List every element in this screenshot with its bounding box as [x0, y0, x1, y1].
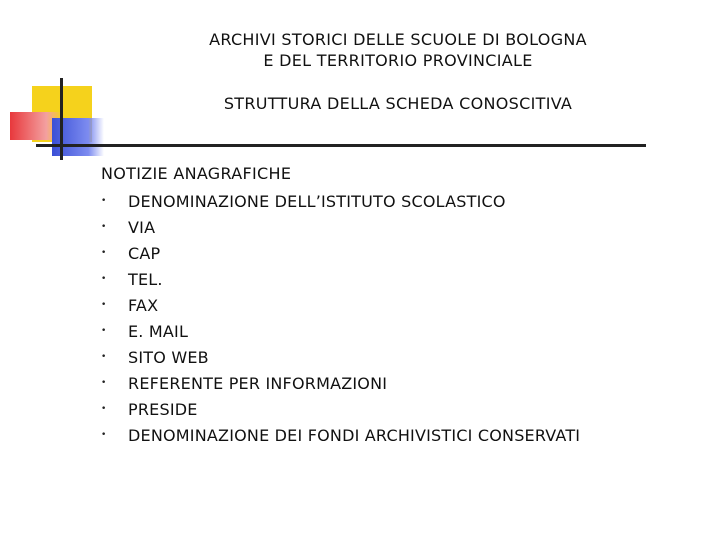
page-subtitle: STRUTTURA DELLA SCHEDA CONOSCITIVA	[223, 94, 573, 113]
bullet-icon: •	[101, 430, 107, 440]
title-line-1: ARCHIVI STORICI DELLE SCUOLE DI BOLOGNA	[209, 30, 587, 49]
bullet-icon: •	[101, 404, 107, 414]
list-item	[100, 396, 700, 422]
list-item	[100, 318, 700, 344]
list-item-label: TEL.	[128, 269, 163, 289]
field-list	[100, 188, 700, 448]
bullet-icon: •	[101, 378, 107, 388]
list-item-label: CAP	[128, 243, 161, 263]
page-title	[150, 29, 646, 71]
list-item-label: VIA	[128, 217, 156, 237]
list-item	[100, 422, 700, 448]
list-item	[100, 370, 700, 396]
list-item	[100, 214, 700, 240]
list-item	[100, 344, 700, 370]
list-item	[100, 240, 700, 266]
bullet-icon: •	[101, 274, 107, 284]
list-item-label: REFERENTE PER INFORMAZIONI	[128, 373, 388, 393]
bullet-icon: •	[101, 196, 107, 206]
horizontal-rule	[36, 144, 646, 147]
list-item-label: E. MAIL	[128, 321, 189, 341]
bullet-icon: •	[101, 326, 107, 336]
bullet-icon: •	[101, 248, 107, 258]
list-item	[100, 188, 700, 214]
section-heading: NOTIZIE ANAGRAFICHE	[101, 164, 292, 183]
list-item	[100, 292, 700, 318]
list-item-label: FAX	[128, 295, 159, 315]
bullet-icon: •	[101, 222, 107, 232]
list-item-label: SITO WEB	[128, 347, 209, 367]
vertical-rule	[60, 78, 63, 160]
bullet-icon: •	[101, 300, 107, 310]
list-item-label: PRESIDE	[128, 399, 198, 419]
bullet-icon: •	[101, 352, 107, 362]
decorative-logo	[0, 0, 720, 170]
list-item	[100, 266, 700, 292]
list-item-label: DENOMINAZIONE DELL’ISTITUTO SCOLASTICO	[128, 191, 506, 211]
list-item-label: DENOMINAZIONE DEI FONDI ARCHIVISTICI CONSERVATI	[128, 425, 581, 445]
title-line-2: E DEL TERRITORIO PROVINCIALE	[263, 51, 533, 70]
